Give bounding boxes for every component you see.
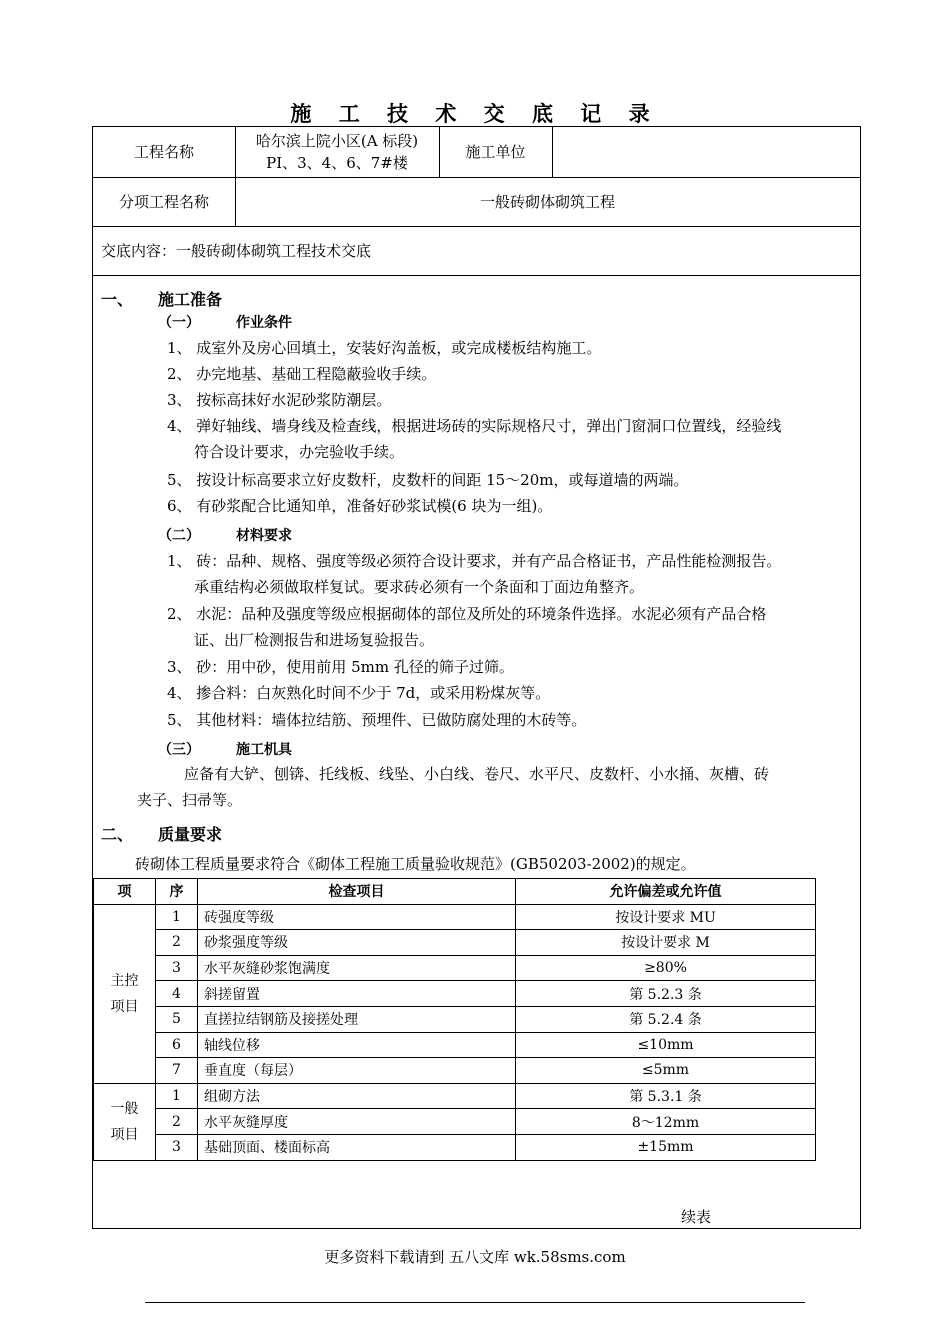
condition-item: 3、 按标高抹好水泥砂浆防潮层。 [167, 391, 392, 409]
table-row [94, 904, 816, 930]
row-seq: 7 [156, 1058, 198, 1084]
row-item: 轴线位移 [198, 1032, 516, 1058]
material-item: 5、 其他材料：墙体拉结筋、预埋件、已做防腐处理的木砖等。 [167, 711, 587, 729]
header-item: 检查项目 [198, 879, 516, 905]
table-row [94, 955, 816, 981]
row-seq: 1 [156, 904, 198, 930]
subsection-2-number: （二） [158, 528, 200, 544]
material-item-continued: 承重结构必须做取样复试。要求砖必须有一个条面和丁面边角整齐。 [194, 578, 645, 596]
table-row [94, 1109, 816, 1135]
quality-table [93, 878, 816, 1161]
row-divider [93, 275, 860, 276]
row-seq: 3 [156, 955, 198, 981]
table-row [94, 1032, 816, 1058]
tools-text: 应备有大铲、刨锛、托线板、线坠、小白线、卷尺、水平尺、皮数杆、小水捅、灰槽、砖 [184, 765, 770, 783]
row-item: 斜搓留置 [198, 981, 516, 1007]
row-tolerance: 8～12mm [516, 1109, 816, 1135]
row-tolerance: 按设计要求 MU [516, 904, 816, 930]
section-1-title: 施工准备 [158, 290, 223, 309]
row-seq: 4 [156, 981, 198, 1007]
row-seq: 3 [156, 1134, 198, 1160]
row-item: 垂直度（每层） [198, 1058, 516, 1084]
row-seq: 2 [156, 1109, 198, 1135]
table-row [94, 930, 816, 956]
row-tolerance: ±15mm [516, 1134, 816, 1160]
project-name-label: 工程名称 [133, 143, 194, 161]
table-row [94, 1058, 816, 1084]
table-header-row [94, 879, 816, 905]
condition-item: 2、 办完地基、基础工程隐蔽验收手续。 [167, 365, 437, 383]
subsection-3-number: （三） [158, 742, 200, 758]
row-seq: 6 [156, 1032, 198, 1058]
material-item: 1、 砖：品种、规格、强度等级必须符合设计要求，并有产品合格证书，产品性能检测报告。 [167, 552, 782, 570]
condition-item-continued: 符合设计要求，办完验收手续。 [194, 443, 405, 461]
row-tolerance: 第 5.3.1 条 [516, 1083, 816, 1109]
sub-project-label: 分项工程名称 [118, 192, 209, 211]
row-item: 水平灰缝厚度 [198, 1109, 516, 1135]
header-tolerance: 允许偏差或允许值 [516, 879, 816, 905]
row-tolerance: ≤5mm [516, 1058, 816, 1084]
group-main-control: 主控 项目 [94, 904, 156, 1083]
row-tolerance: ≤10mm [516, 1032, 816, 1058]
project-name-value [235, 127, 439, 177]
tools-text-continued: 夹子、扫帚等。 [137, 791, 243, 809]
table-row [94, 1006, 816, 1032]
subsection-2-title: 材料要求 [236, 528, 292, 544]
construction-unit-label: 施工单位 [465, 143, 526, 161]
subsection-3-title: 施工机具 [236, 742, 292, 758]
condition-item: 1、 成室外及房心回填土，安装好沟盖板，或完成楼板结构施工。 [167, 339, 602, 357]
row-item: 砖强度等级 [198, 904, 516, 930]
row-item: 水平灰缝砂浆饱满度 [198, 955, 516, 981]
section-1-number: 一、 [101, 290, 134, 309]
table-row [94, 981, 816, 1007]
row-seq: 5 [156, 1006, 198, 1032]
subsection-1-number: （一） [158, 315, 200, 331]
material-item: 4、 掺合料：白灰熟化时间不少于 7d，或采用粉煤灰等。 [167, 684, 551, 702]
row-item: 砂浆强度等级 [198, 930, 516, 956]
disclosure-content: 交底内容：一般砖砌体砌筑工程技术交底 [101, 241, 372, 260]
continued-label: 续表 [681, 1208, 712, 1226]
section-2-number: 二、 [101, 825, 134, 844]
row-item: 直搓拉结钢筋及接搓处理 [198, 1006, 516, 1032]
material-item: 2、 水泥：品种及强度等级应根据砌体的部位及所处的环境条件选择。水泥必须有产品合格 [167, 605, 767, 623]
quality-intro: 砖砌体工程质量要求符合《砌体工程施工质量验收规范》(GB50203-2002)的规定。 [135, 855, 696, 873]
footer-divider [145, 1302, 805, 1303]
row-tolerance: 按设计要求 M [516, 930, 816, 956]
subsection-1-title: 作业条件 [236, 315, 292, 331]
header-seq: 序 [156, 879, 198, 905]
condition-item: 5、 按设计标高要求立好皮数杆，皮数杆的间距 15～20m，或每道墙的两端。 [167, 471, 689, 489]
sub-project-value: 一般砖砌体砌筑工程 [479, 192, 615, 211]
section-2-title: 质量要求 [158, 825, 223, 844]
document-title: 施 工 技 术 交 底 记 录 [290, 102, 660, 126]
condition-item: 4、 弹好轴线、墙身线及检查线，根据进场砖的实际规格尺寸，弹出门窗洞口位置线，经验线 [167, 417, 782, 435]
row-seq: 1 [156, 1083, 198, 1109]
row-seq: 2 [156, 930, 198, 956]
material-item: 3、 砂：用中砂，使用前用 5mm 孔径的筛子过筛。 [167, 658, 514, 676]
row-tolerance: ≥80% [516, 955, 816, 981]
footer-text: 更多资料下载请到 五八文库 wk.58sms.com [324, 1248, 626, 1266]
condition-item: 6、 有砂浆配合比通知单，准备好砂浆试模(6 块为一组)。 [167, 497, 553, 515]
table-row [94, 1083, 816, 1109]
row-item: 组砌方法 [198, 1083, 516, 1109]
project-name-line-2: PI、3、4、6、7#楼 [266, 154, 408, 172]
project-name-line-1: 哈尔滨上院小区(A 标段) [255, 132, 419, 150]
row-item: 基础顶面、楼面标高 [198, 1134, 516, 1160]
construction-unit-value [552, 127, 860, 177]
table-row [94, 1134, 816, 1160]
header-category: 项 [94, 879, 156, 905]
material-item-continued: 证、出厂检测报告和进场复验报告。 [194, 631, 435, 649]
row-tolerance: 第 5.2.4 条 [516, 1006, 816, 1032]
group-general: 一般 项目 [94, 1083, 156, 1160]
row-tolerance: 第 5.2.3 条 [516, 981, 816, 1007]
